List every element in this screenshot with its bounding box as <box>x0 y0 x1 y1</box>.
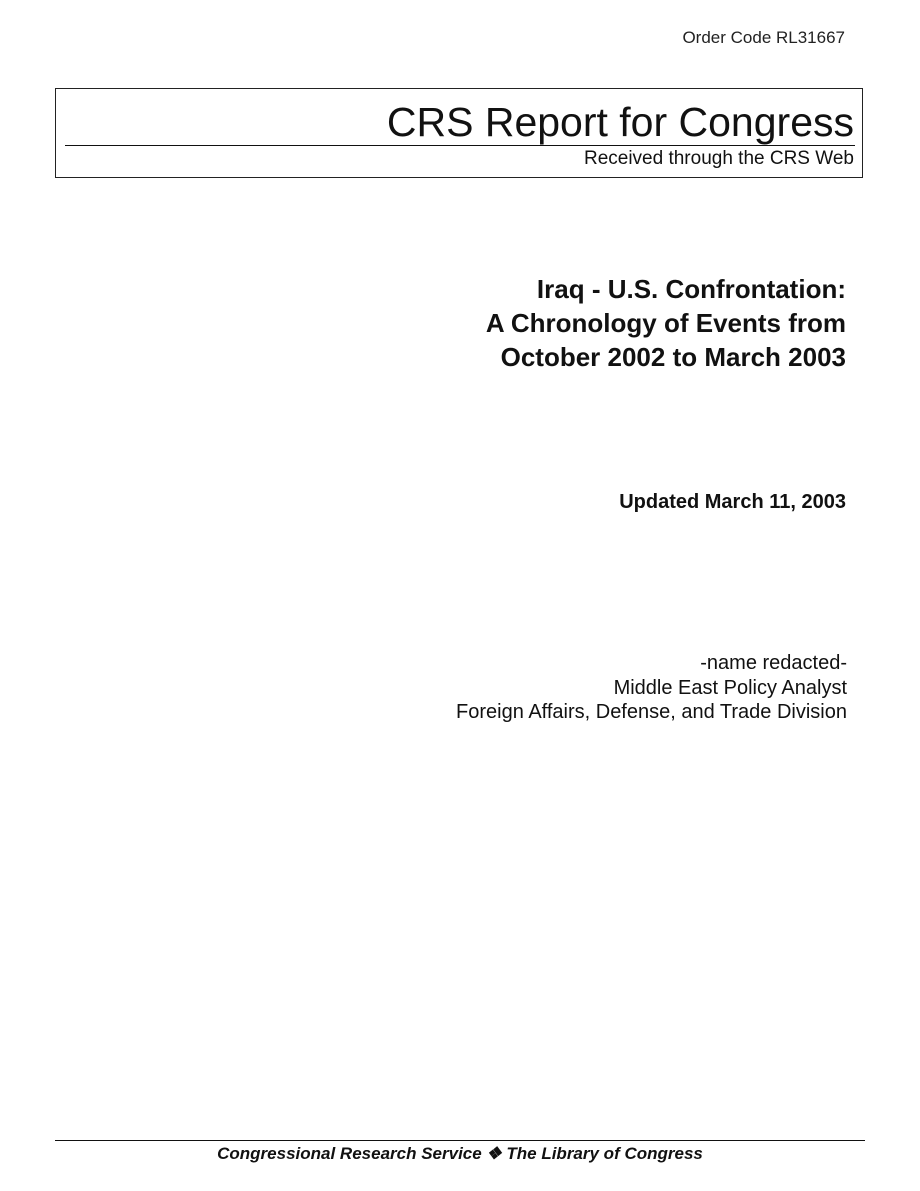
report-title-line: October 2002 to March 2003 <box>500 342 846 372</box>
author-division: Foreign Affairs, Defense, and Trade Division <box>456 701 847 723</box>
header-title: CRS Report for Congress <box>386 99 854 145</box>
report-header <box>55 88 863 178</box>
footer-divider <box>55 1140 865 1141</box>
report-title-line: A Chronology of Events from <box>485 308 846 338</box>
author-block <box>456 651 847 725</box>
updated-date: Updated March 11, 2003 <box>619 491 846 513</box>
header-divider <box>65 145 855 146</box>
author-name: -name redacted- <box>700 652 847 674</box>
header-subtitle: Received through the CRS Web <box>583 148 854 169</box>
order-code: Order Code RL31667 <box>682 28 845 47</box>
footer-text: Congressional Research Service ❖ The Library of Congress <box>217 1144 703 1163</box>
report-title <box>486 272 846 374</box>
author-title: Middle East Policy Analyst <box>613 676 847 699</box>
report-title-line: Iraq - U.S. Confrontation: <box>536 274 846 304</box>
